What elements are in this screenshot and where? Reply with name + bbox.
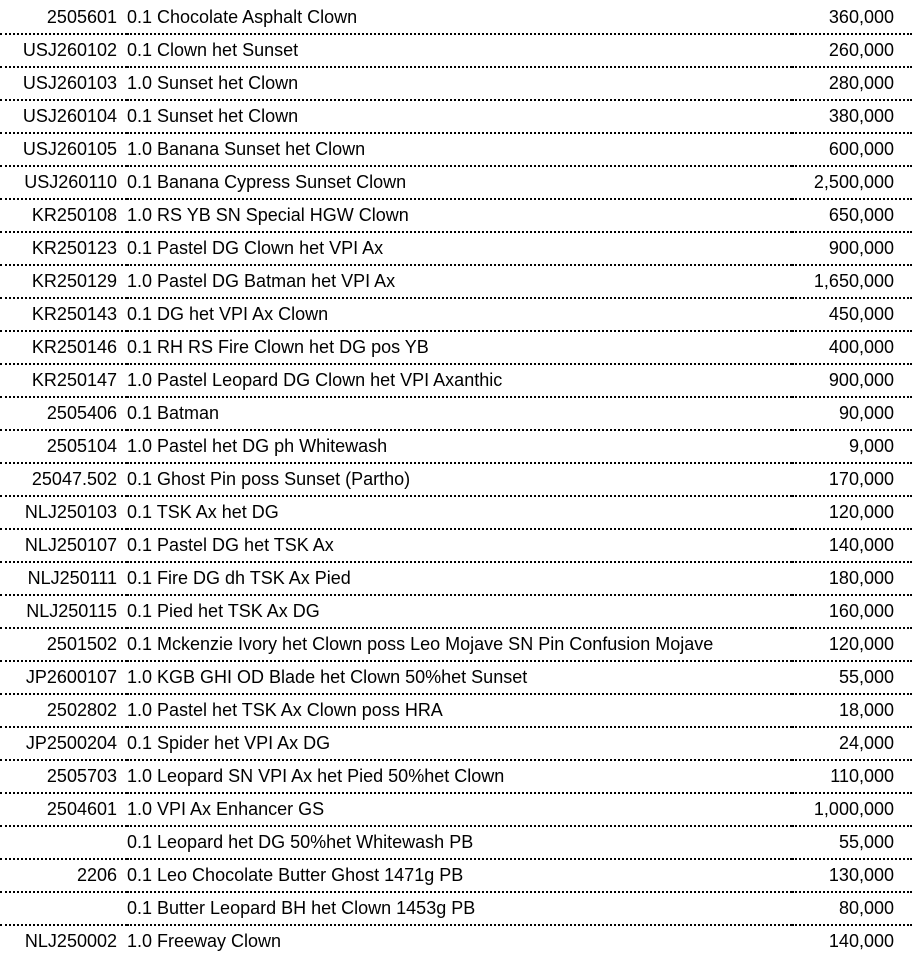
- item-code: 2504601: [0, 793, 127, 826]
- item-price: 450,000: [792, 298, 912, 331]
- item-code: JP2600107: [0, 661, 127, 694]
- item-price: 380,000: [792, 100, 912, 133]
- item-price: 55,000: [792, 661, 912, 694]
- item-price: 18,000: [792, 694, 912, 727]
- item-description: 1.0 VPI Ax Enhancer GS: [127, 793, 792, 826]
- table-row: [0, 826, 912, 859]
- table-row: [0, 331, 912, 364]
- item-description: 1.0 Pastel DG Batman het VPI Ax: [127, 265, 792, 298]
- table-row: [0, 34, 912, 67]
- item-description: 1.0 Pastel het TSK Ax Clown poss HRA: [127, 694, 792, 727]
- item-description: 0.1 DG het VPI Ax Clown: [127, 298, 792, 331]
- item-code: USJ260110: [0, 166, 127, 199]
- item-description: 1.0 Leopard SN VPI Ax het Pied 50%het Clown: [127, 760, 792, 793]
- item-code: KR250123: [0, 232, 127, 265]
- item-price: 120,000: [792, 496, 912, 529]
- item-price: 900,000: [792, 232, 912, 265]
- item-description: 0.1 Pastel DG het TSK Ax: [127, 529, 792, 562]
- item-description: 1.0 RS YB SN Special HGW Clown: [127, 199, 792, 232]
- item-price: 260,000: [792, 34, 912, 67]
- table-row: [0, 298, 912, 331]
- item-description: 0.1 Pastel DG Clown het VPI Ax: [127, 232, 792, 265]
- item-description: 1.0 Pastel Leopard DG Clown het VPI Axanthic: [127, 364, 792, 397]
- table-row: [0, 925, 912, 957]
- table-row: [0, 265, 912, 298]
- item-price: 650,000: [792, 199, 912, 232]
- item-description: 1.0 KGB GHI OD Blade het Clown 50%het Sunset: [127, 661, 792, 694]
- item-code: NLJ250107: [0, 529, 127, 562]
- item-code: NLJ250002: [24, 931, 117, 951]
- table-row: [0, 232, 912, 265]
- table-row: [0, 892, 912, 925]
- item-price: 900,000: [792, 364, 912, 397]
- item-code: KR250108: [0, 199, 127, 232]
- item-code: USJ260103: [0, 67, 127, 100]
- item-price: 80,000: [792, 892, 912, 925]
- item-code: [0, 826, 127, 859]
- item-code: KR250129: [0, 265, 127, 298]
- item-price: 140,000: [792, 529, 912, 562]
- item-code: NLJ250111: [0, 562, 127, 595]
- item-code: NLJ250115: [0, 595, 127, 628]
- item-price: 55,000: [792, 826, 912, 859]
- item-price: 400,000: [792, 331, 912, 364]
- item-price: 2,500,000: [792, 166, 912, 199]
- table-row: [0, 529, 912, 562]
- item-description: 0.1 Sunset het Clown: [127, 100, 792, 133]
- item-description: 1.0 Sunset het Clown: [127, 67, 792, 100]
- item-price: 1,000,000: [792, 793, 912, 826]
- item-price: 140,000: [828, 931, 894, 951]
- item-code: USJ260102: [0, 34, 127, 67]
- item-description: 1.0 Banana Sunset het Clown: [127, 133, 792, 166]
- item-description: 0.1 Spider het VPI Ax DG: [127, 727, 792, 760]
- item-price: 600,000: [792, 133, 912, 166]
- table-row: [0, 595, 912, 628]
- table-row: [0, 364, 912, 397]
- item-code: 2505703: [0, 760, 127, 793]
- item-price: 170,000: [792, 463, 912, 496]
- table-row: [0, 166, 912, 199]
- item-description: 1.0 Freeway Clown: [127, 931, 282, 951]
- item-code: 2505406: [0, 397, 127, 430]
- item-price: 110,000: [792, 760, 912, 793]
- table-row: [0, 67, 912, 100]
- item-price: 1,650,000: [792, 265, 912, 298]
- item-price: 120,000: [792, 628, 912, 661]
- table-row: [0, 397, 912, 430]
- item-code: [0, 892, 127, 925]
- item-code: KR250143: [0, 298, 127, 331]
- table-row: [0, 793, 912, 826]
- item-description: 0.1 RH RS Fire Clown het DG pos YB: [127, 331, 792, 364]
- item-code: 2502802: [0, 694, 127, 727]
- table-row: [0, 760, 912, 793]
- item-code: 2206: [0, 859, 127, 892]
- item-description: 0.1 Leopard het DG 50%het Whitewash PB: [127, 826, 792, 859]
- table-row: [0, 100, 912, 133]
- item-description: 1.0 Pastel het DG ph Whitewash: [127, 430, 792, 463]
- item-price: 360,000: [792, 2, 912, 34]
- item-description: 0.1 Chocolate Asphalt Clown: [127, 2, 792, 34]
- item-code: NLJ250103: [0, 496, 127, 529]
- table-row: [0, 133, 912, 166]
- item-description: 0.1 Banana Cypress Sunset Clown: [127, 166, 792, 199]
- item-description: 0.1 Fire DG dh TSK Ax Pied: [127, 562, 792, 595]
- item-code: USJ260104: [0, 100, 127, 133]
- table-row: [0, 859, 912, 892]
- item-price: 160,000: [792, 595, 912, 628]
- item-price: 180,000: [792, 562, 912, 595]
- item-description: 0.1 Ghost Pin poss Sunset (Partho): [127, 463, 792, 496]
- table-row: [0, 694, 912, 727]
- table-row: [0, 727, 912, 760]
- table-row: [0, 199, 912, 232]
- item-price: 9,000: [792, 430, 912, 463]
- item-price: 90,000: [792, 397, 912, 430]
- item-code: KR250146: [0, 331, 127, 364]
- table-row: [0, 628, 912, 661]
- item-code: USJ260105: [0, 133, 127, 166]
- item-code: 2505601: [0, 2, 127, 34]
- price-list-table: [0, 2, 912, 957]
- table-row: [0, 661, 912, 694]
- item-code: KR250147: [0, 364, 127, 397]
- item-description: 0.1 Batman: [127, 397, 792, 430]
- item-price: 24,000: [792, 727, 912, 760]
- item-price: 130,000: [792, 859, 912, 892]
- item-description: 0.1 Clown het Sunset: [127, 34, 792, 67]
- table-row: [0, 463, 912, 496]
- item-description: 0.1 Leo Chocolate Butter Ghost 1471g PB: [127, 859, 792, 892]
- item-description: 0.1 TSK Ax het DG: [127, 496, 792, 529]
- price-list-body: [0, 2, 912, 957]
- item-code: 2501502: [0, 628, 127, 661]
- item-description: 0.1 Pied het TSK Ax DG: [127, 595, 792, 628]
- table-row: [0, 496, 912, 529]
- item-price: 280,000: [792, 67, 912, 100]
- item-code: 2505104: [0, 430, 127, 463]
- item-code: 25047.502: [0, 463, 127, 496]
- table-row: [0, 2, 912, 34]
- item-description: 0.1 Mckenzie Ivory het Clown poss Leo Mojave SN Pin Confusion Mojave: [127, 628, 792, 661]
- table-row: [0, 430, 912, 463]
- item-description: 0.1 Butter Leopard BH het Clown 1453g PB: [127, 892, 792, 925]
- table-row: [0, 562, 912, 595]
- item-code: JP2500204: [0, 727, 127, 760]
